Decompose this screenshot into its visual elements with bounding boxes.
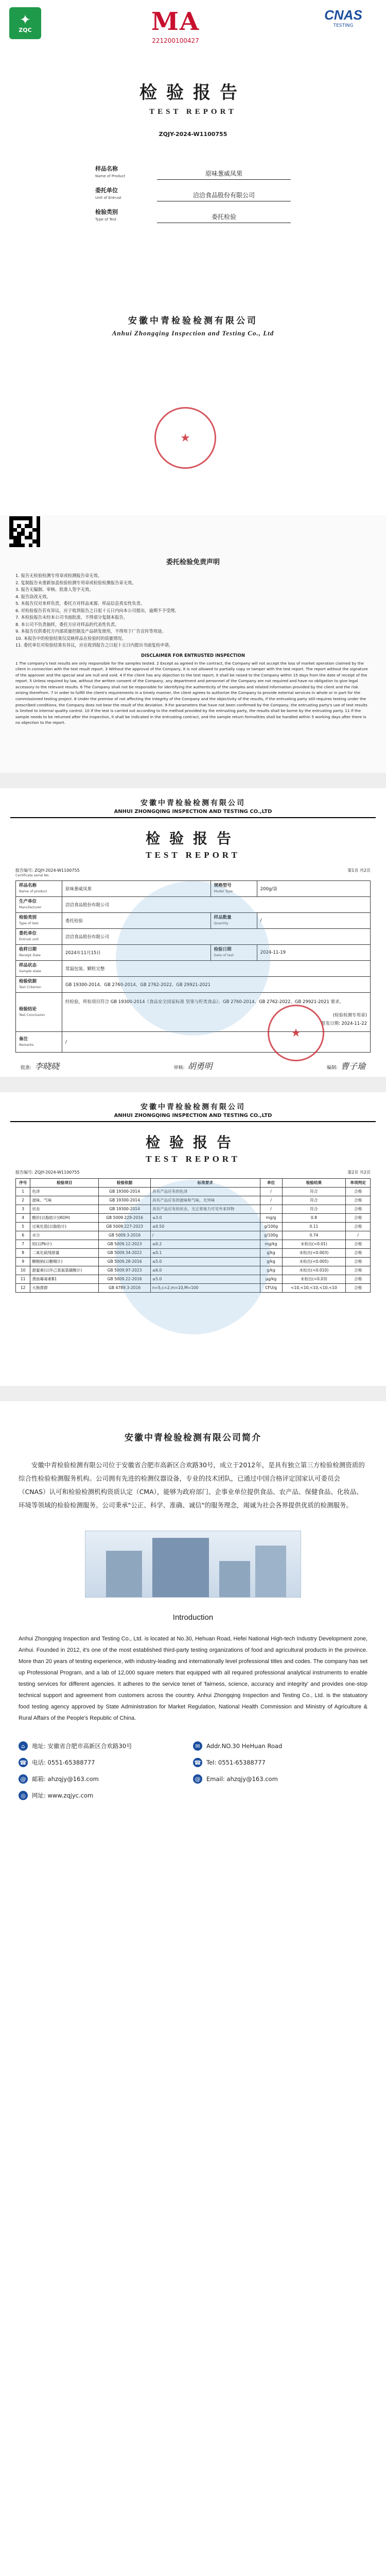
table-cell: 合格 xyxy=(346,1205,371,1214)
column-header: 单项判定 xyxy=(346,1179,371,1188)
table-cell: ≤5.0 xyxy=(150,1275,260,1284)
address-icon: ✉ xyxy=(193,1741,202,1751)
table-cell: GB 4789.3-2016 xyxy=(99,1284,151,1293)
cover-row xyxy=(95,158,291,180)
table-cell: 0.74 xyxy=(282,1231,346,1240)
table-cell: GB 19300-2014 xyxy=(99,1196,151,1205)
row-value: / xyxy=(257,913,370,929)
row-value: 常温包装、颗粒完整 xyxy=(62,961,371,977)
official-seal-icon: ★ xyxy=(154,407,216,469)
checker-signature: 胡勇明 xyxy=(187,1061,213,1071)
watermark-logo xyxy=(116,1180,270,1334)
table-cell: 合格 xyxy=(346,1240,371,1249)
cover-row xyxy=(95,180,291,201)
table-cell: 符合 xyxy=(282,1196,346,1205)
conclusion-value: 经检验，所检项目符合 GB 19300-2014《食品安全国家标准 坚果与籽类食品》、GB 2760-2014、GB 2762-2022、GB 29921-2021 要求。 (检验检测专用章) 签发日期: 2024-11-22 xyxy=(62,993,371,1032)
mail-icon: @ xyxy=(193,1774,202,1784)
contact-grid xyxy=(19,1741,367,1800)
cover-page xyxy=(0,0,386,515)
table-cell: 0.8 xyxy=(282,1214,346,1223)
phone-icon: ☎ xyxy=(19,1758,28,1767)
cover-label: 委托单位 Unit of Entrust xyxy=(95,187,121,200)
cover-report-no: ZQJY-2024-W1100755 xyxy=(159,131,227,138)
cover-info-table xyxy=(95,158,291,223)
table-cell: GB 5009.97-2023 xyxy=(99,1266,151,1275)
row-value: 洽洽食品股份有限公司 xyxy=(62,929,371,945)
column-header: 检验结果 xyxy=(282,1179,346,1188)
table-cell: g/100g xyxy=(260,1231,282,1240)
cover-label: 样品名称 Name of Product xyxy=(95,165,126,178)
table-cell: 符合 xyxy=(282,1205,346,1214)
contact-text: 电话: 0551-65388777 xyxy=(32,1759,95,1766)
contact-item xyxy=(19,1774,193,1784)
table-cell: 0.11 xyxy=(282,1223,346,1231)
table-cell: 铅(以Pb计) xyxy=(30,1240,99,1249)
cover-label: 检验类别 Type of Test xyxy=(95,209,118,222)
page-header-cn: 安徽中青检验检测有限公司 xyxy=(141,799,245,807)
cover-value: 原味葱威凤果 xyxy=(157,169,291,180)
contact-item xyxy=(193,1791,367,1800)
table-cell: 酸价(以脂肪计)(KOH) xyxy=(30,1214,99,1223)
logo-bar xyxy=(0,0,386,44)
table-cell: 合格 xyxy=(346,1266,371,1275)
column-header: 序号 xyxy=(16,1179,30,1188)
page-number: 第2页 共2页 xyxy=(347,1170,371,1175)
table-cell: 合格 xyxy=(346,1258,371,1266)
disclaimer-line: 9. 本报告仅供委托方内部质量控制及产品研发使用，不得用于广告宣传等用途。 xyxy=(15,629,166,634)
contact-item xyxy=(193,1758,367,1767)
row-value: 200g/袋 xyxy=(257,881,370,897)
table-cell: ≤6.0 xyxy=(150,1266,260,1275)
test-seal-icon: ★ xyxy=(268,1005,324,1061)
contact-item xyxy=(19,1791,193,1800)
web-icon: ◎ xyxy=(19,1791,28,1800)
report-summary-page xyxy=(0,773,386,1077)
table-cell: 未检出(<0.005) xyxy=(282,1258,346,1266)
cover-value: 委托检验 xyxy=(157,212,291,223)
contact-text: 邮箱: ahzqjy@163.com xyxy=(32,1775,99,1783)
disclaimer-line: 5. 本报告仅对来样负责，委托方对样品来源、样品信息真实性负责。 xyxy=(15,601,145,606)
table-cell: 水分 xyxy=(30,1231,99,1240)
intro-en-text: Anhui Zhongqing Inspection and Testing Co., Ltd. is located at No.30, Hehuan Road, Hefei National High-tech Industry Development zone, Anhui. Founded in 2012, it's one of the most established third-party testing organizations of food and agricultural products in the province. More than 20 years of testing experience, with industry-leading and internationally level professional titles and codes. The company has set up Professional Program, and a lab of 12,000 square meters that equipped with all required professional analytical instruments to enable testing services for different agencies. It adheres to the service tenet of 'fairness, science, accuracy and integrity' and provides one-stop technical support and agreement from customers across the country. Anhui Zhongqing Inspection and Testing Co., Ltd. is the statuatory food testing agency approved by State Administration for Market Regulation, National Health Commission and Ministry of Agriculture & Rural Affairs of the People's Republic of China. xyxy=(19,1636,367,1721)
watermark-logo xyxy=(116,881,270,1036)
table-cell: GB 5009.3-2016 xyxy=(99,1231,151,1240)
cnas-mark: CNAS xyxy=(324,7,362,23)
table-cell: 6 xyxy=(16,1231,30,1240)
report-no: 报告编号: ZQJY-2024-W1100755 xyxy=(15,868,80,873)
disclaimer-title-en: DISCLAIMER FOR ENTRUSTED INSPECTION xyxy=(141,653,245,658)
table-cell: 未检出(<0.010) xyxy=(282,1266,346,1275)
table-cell: GB 5009.12-2023 xyxy=(99,1240,151,1249)
disclaimer-line: 3. 报告无编制、审核、批准人签字无效。 xyxy=(15,587,94,592)
cover-org-en: Anhui Zhongqing Inspection and Testing Co., Ltd xyxy=(112,329,274,337)
contact-text: 地址: 安徽省合肥市高新区合欢路30号 xyxy=(32,1742,132,1750)
table-cell: 合格 xyxy=(346,1188,371,1196)
table-cell: 符合 xyxy=(282,1188,346,1196)
table-cell: 甜蜜素(以环己基氨基磺酸计) xyxy=(30,1266,99,1275)
table-cell: / xyxy=(260,1205,282,1214)
cnas-sub: TESTING xyxy=(333,23,354,28)
intro-title: 安徽中青检验检测有限公司简介 xyxy=(125,1433,261,1443)
table-cell: 合格 xyxy=(346,1284,371,1293)
row-label: 检验依据 Test Criterion xyxy=(16,977,62,993)
table-cell: / xyxy=(260,1188,282,1196)
remarks-value: / xyxy=(62,1032,371,1053)
table-cell: 4 xyxy=(16,1214,30,1223)
contact-text: 网址: www.zqjyc.com xyxy=(32,1792,94,1799)
column-header: 标准要求 xyxy=(150,1179,260,1188)
report-meta: 报告编号: ZQJY-2024-W1100755 Certificate serial No. 第1页 共2页 xyxy=(15,868,371,877)
row-value: GB 19300-2014、GB 2760-2014、GB 2762-2022、GB 29921-2021 xyxy=(62,977,371,993)
page-header-en: ANHUI ZHONGQING INSPECTION AND TESTING CO.,LTD xyxy=(10,1113,376,1122)
table-cell: mg/kg xyxy=(260,1240,282,1249)
table-cell: GB 19300-2014 xyxy=(99,1188,151,1196)
location-icon: ⌂ xyxy=(19,1741,28,1751)
table-cell: ≤0.1 xyxy=(150,1249,260,1258)
table-cell: 8 xyxy=(16,1249,30,1258)
disclaimer-line: 7. 本检验报告未经本公司书面批准，不得部分复制本报告。 xyxy=(15,615,128,620)
contact-item xyxy=(19,1758,193,1767)
cover-org-cn: 安徽中青检验检测有限公司 xyxy=(128,316,258,326)
contact-text: Tel: 0551-65388777 xyxy=(206,1759,266,1766)
table-cell: n=5,c=2,m=10,M=100 xyxy=(150,1284,260,1293)
report-title: 检验报告 xyxy=(145,1134,240,1151)
mail-icon: @ xyxy=(19,1774,28,1784)
row-label: 检验日期 Date of test xyxy=(210,945,257,961)
table-cell: GB 5009.229-2016 xyxy=(99,1214,151,1223)
editor: 编制: 曹子瑜 xyxy=(326,1061,365,1071)
row-label: 样品数量 Quantity xyxy=(210,913,257,929)
approver: 批准: 李晓晓 xyxy=(21,1061,60,1071)
phone-icon: ☎ xyxy=(193,1758,202,1767)
disclaimer-line: 11. 委托单位对检验结果有异议，应在收到报告之日起十五日内提出书面复检申请。 xyxy=(15,642,173,648)
row-label: 检验类别 Type of test xyxy=(16,913,62,929)
table-cell: ≤0.2 xyxy=(150,1240,260,1249)
table-cell: 合格 xyxy=(346,1249,371,1258)
intro-en-title: Introduction xyxy=(172,1613,214,1622)
star-icon: ✦ xyxy=(20,12,31,28)
intro-page xyxy=(0,1386,386,2071)
zqc-logo xyxy=(9,7,41,39)
table-cell: g/100g xyxy=(260,1223,282,1231)
row-label: 备注 Remarks xyxy=(16,1032,62,1053)
table-cell: <10,<10,<10,<10,<10 xyxy=(282,1284,346,1293)
table-cell: 糖精钠(以糖精计) xyxy=(30,1258,99,1266)
zqc-logo-label: ZQC xyxy=(19,26,32,33)
row-label: 样品名称 Name of product xyxy=(16,881,62,897)
row-label: 收样日期 Receipt Date xyxy=(16,945,62,961)
report-no: 报告编号: ZQJY-2024-W1100755 xyxy=(15,1170,80,1175)
table-cell: 7 xyxy=(16,1240,30,1249)
row-label: 生产单位 Manufacturer xyxy=(16,897,62,913)
page-header-en: ANHUI ZHONGQING INSPECTION AND TESTING CO.,LTD xyxy=(10,809,376,818)
contact-item xyxy=(19,1741,193,1751)
cma-logo xyxy=(132,7,219,44)
report-meta xyxy=(0,1170,386,1175)
disclaimer-page xyxy=(0,515,386,773)
cma-number: 221200100427 xyxy=(152,37,199,44)
intro-cn-text: 安徽中青检验检测有限公司位于安徽省合肥市高新区合欢路30号，成立于2012年，是具有独立第三方检验检测资质的综合性检验检测服务机构。公司拥有先进的检测仪器设备，专业的技术团队，已通过中国合格评定国家认可委员会（CNAS）认可和检验检测机构资质认定（CMA），能够为政府部门、企事业单位提供食品、农产品、保健食品、化妆品、环境等领域的检验检测服务。公司秉承"公正、科学、准确、诚信"的服务理念，竭诚为社会各界提供优质的检测服务。 xyxy=(19,1461,365,1509)
report-title: 检验报告 xyxy=(145,830,240,847)
qr-code-icon[interactable] xyxy=(8,515,41,548)
table-cell: GB 5009.22-2016 xyxy=(99,1275,151,1284)
table-cell: μg/kg xyxy=(260,1275,282,1284)
cma-mark: MA xyxy=(151,7,200,36)
page-header-cn: 安徽中青检验检测有限公司 xyxy=(141,1103,245,1111)
table-cell: 2 xyxy=(16,1196,30,1205)
disclaimer-line: 2. 复制报告未重新加盖检验检测专用章或检验检测报告章无效。 xyxy=(15,580,136,585)
building-photo xyxy=(85,1531,301,1598)
table-cell: ≤0.50 xyxy=(150,1223,260,1231)
disclaimer-en-text: 1 The company's test results are only responsible for the samples tested. 2 Except as agreed in the contract, the Company will not accept the loss of market operation claimed by the client in connection with the test result report. 3 Without the approval of the Company, it is not allowed to partially copy or tamper with the test report. The report without the signature of the approver and the special seal are null and void. 4 If the client has any objection to the test report, it shall be raised to the Company within 15 days from the date of receipt of the report. 5 Unless required by law, without the written consent of the Company, any department and personnel of the Company are not required and have no obligation to give legal accessory to the relevant results. 6 The Company shall not be responsible for identifying the authenticity of the samples and related information provided by the client and the risk arising therefrom. 7 In order to fulfill the client's requirements in a timely manner, the client agrees to authorize the Company to provide external services in whole or in part for the commissioned testing project. 8 Under the premise of not affecting the integrity of the Company and the objectivity of the results, if the entrusting party still requires testing under the prescribed conditions, the Company does not bear the result of the deviation. 9 For parameters that have not been confirmed by the Company, the entrusting party's use of test results is limited to internal quality control. 10 If the test is carried out according to the method provided by the entrusting party, the results shall be borne by the entrusting party. 11 If the sample needs to be returned after the inspection, it shall be indicated in the entrusting contract, and the sample return formalities shall be handled within 5 working days after there is no objection to the report. xyxy=(15,660,368,725)
table-cell: / xyxy=(260,1196,282,1205)
table-cell: g/kg xyxy=(260,1249,282,1258)
table-cell: GB 5009.28-2016 xyxy=(99,1258,151,1266)
signature-row xyxy=(0,1060,386,1072)
table-cell: 状态 xyxy=(30,1205,99,1214)
table-cell: GB 5009.34-2022 xyxy=(99,1249,151,1258)
cover-row xyxy=(95,201,291,223)
table-cell: 3 xyxy=(16,1205,30,1214)
column-header: 单位 xyxy=(260,1179,282,1188)
table-cell: g/kg xyxy=(260,1266,282,1275)
table-cell: 合格 xyxy=(346,1223,371,1231)
table-cell: 5 xyxy=(16,1223,30,1231)
table-cell: 过氧化值(以脂肪计) xyxy=(30,1223,99,1231)
table-cell: GB 19300-2014 xyxy=(99,1205,151,1214)
table-cell: 合格 xyxy=(346,1214,371,1223)
disclaimer-line: 8. 本公司不负责抽样，委托方应对样品的代表性负责。 xyxy=(15,621,119,627)
table-cell: 未检出(<0.003) xyxy=(282,1249,346,1258)
table-cell: 二氧化硫残留量 xyxy=(30,1249,99,1258)
table-cell: 12 xyxy=(16,1284,30,1293)
table-cell: 黄曲霉毒素B1 xyxy=(30,1275,99,1284)
table-cell: g/kg xyxy=(260,1258,282,1266)
cover-subtitle: TEST REPORT xyxy=(149,108,237,116)
row-value: 2024-11-19 xyxy=(257,945,370,961)
table-cell: 大肠菌群 xyxy=(30,1284,99,1293)
table-cell: 具有产品应有的色泽 xyxy=(150,1188,260,1196)
disclaimer-line: 10. 本报告中的检验结果仅反映样品在检验时的质量情况。 xyxy=(15,635,126,641)
table-cell: GB 5009.227-2023 xyxy=(99,1223,151,1231)
row-value: 委托检验 xyxy=(62,913,211,929)
table-cell: / xyxy=(150,1231,260,1240)
cover-value: 洽洽食品股份有限公司 xyxy=(157,191,291,201)
disclaimer-cn-text xyxy=(15,572,371,649)
approver-signature: 李晓晓 xyxy=(34,1061,60,1071)
table-cell: 色泽 xyxy=(30,1188,99,1196)
disclaimer-line: 4. 报告涂改无效。 xyxy=(15,594,51,599)
table-cell: 1 xyxy=(16,1188,30,1196)
table-cell: 9 xyxy=(16,1258,30,1266)
table-cell: ≤3.0 xyxy=(150,1214,260,1223)
table-cell: CFU/g xyxy=(260,1284,282,1293)
report-subtitle: TEST REPORT xyxy=(146,850,240,860)
disclaimer-line: 6. 对检验报告若有异议，应于收到报告之日起十五日内向本公司提出，逾期不予受理。 xyxy=(15,607,179,613)
contact-text: Email: ahzqjy@163.com xyxy=(206,1775,278,1783)
disclaimer-line: 1. 报告无检验检测专用章或检测报告章无效。 xyxy=(15,573,102,578)
contact-text: Addr.NO.30 HeHuan Road xyxy=(206,1742,283,1750)
table-cell: 具有产品应有的滋味和气味，无异味 xyxy=(150,1196,260,1205)
row-value: 洽洽食品股份有限公司 xyxy=(62,897,371,913)
results-page xyxy=(0,1077,386,1386)
table-cell: 11 xyxy=(16,1275,30,1284)
row-label: 检验结论 Test Conclusion xyxy=(16,993,62,1032)
column-header: 检验项目 xyxy=(30,1179,99,1188)
table-cell: ≤5.0 xyxy=(150,1258,260,1266)
row-label: 委托单位 Entrust unit xyxy=(16,929,62,945)
table-cell: 合格 xyxy=(346,1196,371,1205)
checker: 审核: 胡勇明 xyxy=(173,1061,213,1071)
table-cell: mg/g xyxy=(260,1214,282,1223)
row-label: 规格型号 Model Type xyxy=(210,881,257,897)
row-label: 样品状态 Sample state xyxy=(16,961,62,977)
table-cell: 具有产品应有的状态，无正常视力可见外来异物 xyxy=(150,1205,260,1214)
contact-item xyxy=(193,1774,367,1784)
table-cell: 滋味、气味 xyxy=(30,1196,99,1205)
column-header: 检验依据 xyxy=(99,1179,151,1188)
row-value: 原味葱威凤果 xyxy=(62,881,211,897)
table-cell: 未检出(<0.03) xyxy=(282,1275,346,1284)
table-cell: 未检出(<0.01) xyxy=(282,1240,346,1249)
table-cell: 合格 xyxy=(346,1275,371,1284)
page-number: 第1页 共2页 xyxy=(347,868,371,873)
disclaimer-title: 委托检验免责声明 xyxy=(166,558,220,566)
contact-item xyxy=(193,1741,367,1751)
table-cell: 10 xyxy=(16,1266,30,1275)
table-cell: / xyxy=(346,1231,371,1240)
editor-signature: 曹子瑜 xyxy=(340,1061,365,1071)
row-value: 2024年11月15日 xyxy=(62,945,211,961)
report-subtitle: TEST REPORT xyxy=(146,1154,240,1164)
cover-title: 检验报告 xyxy=(139,82,247,103)
cnas-logo xyxy=(310,7,377,28)
